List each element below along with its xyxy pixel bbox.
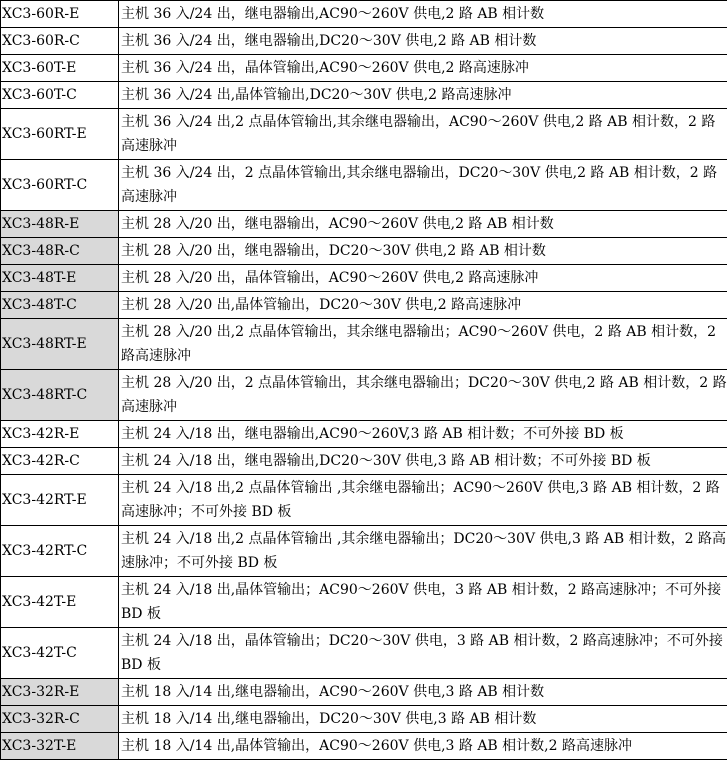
table-row	[1, 448, 727, 475]
model-cell: XC3-60R-C	[1, 28, 119, 55]
table-row	[1, 265, 727, 292]
description-cell: 主机 24 入/18 出,晶体管输出；AC90～260V 供电，3 路 AB 相计数，2 路高速脉冲；不可外接 BD 板	[119, 577, 727, 628]
table-row	[1, 1, 727, 28]
model-cell: XC3-60RT-C	[1, 160, 119, 211]
description-cell: 主机 36 入/24 出，2 点晶体管输出,其余继电器输出，DC20～30V 供电,2 路 AB 相计数，2 路高速脉冲	[119, 160, 727, 211]
table-row	[1, 109, 727, 160]
description-cell: 主机 24 入/18 出，继电器输出,DC20～30V 供电,3 路 AB 相计数；不可外接 BD 板	[119, 448, 727, 475]
table-row	[1, 733, 727, 760]
model-cell: XC3-32T-E	[1, 733, 119, 760]
description-cell: 主机 28 入/20 出，继电器输出，DC20～30V 供电,2 路 AB 相计数	[119, 238, 727, 265]
model-cell: XC3-42R-E	[1, 421, 119, 448]
description-cell: 主机 28 入/20 出，继电器输出，AC90～260V 供电,2 路 AB 相计数	[119, 211, 727, 238]
description-cell: 主机 24 入/18 出，晶体管输出；DC20～30V 供电，3 路 AB 相计数，2 路高速脉冲；不可外接 BD 板	[119, 628, 727, 679]
table-row	[1, 706, 727, 733]
description-cell: 主机 36 入/24 出，继电器输出,DC20～30V 供电,2 路 AB 相计数	[119, 28, 727, 55]
model-cell: XC3-42T-E	[1, 577, 119, 628]
table-row	[1, 28, 727, 55]
description-cell: 主机 28 入/20 出，2 点晶体管输出，其余继电器输出；DC20～30V 供电,2 路 AB 相计数，2 路高速脉冲	[119, 370, 727, 421]
description-cell: 主机 36 入/24 出，继电器输出,AC90～260V 供电,2 路 AB 相计数	[119, 1, 727, 28]
description-cell: 主机 36 入/24 出，晶体管输出,AC90～260V 供电,2 路高速脉冲	[119, 55, 727, 82]
table-row	[1, 475, 727, 526]
model-cell: XC3-42T-C	[1, 628, 119, 679]
table-row	[1, 628, 727, 679]
table-row	[1, 421, 727, 448]
model-cell: XC3-60T-E	[1, 55, 119, 82]
model-cell: XC3-42RT-C	[1, 526, 119, 577]
model-cell: XC3-48T-C	[1, 292, 119, 319]
description-cell: 主机 28 入/20 出,晶体管输出，DC20～30V 供电,2 路高速脉冲	[119, 292, 727, 319]
description-cell: 主机 36 入/24 出,晶体管输出,DC20～30V 供电,2 路高速脉冲	[119, 82, 727, 109]
model-cell: XC3-60R-E	[1, 1, 119, 28]
model-cell: XC3-42RT-E	[1, 475, 119, 526]
table-row	[1, 238, 727, 265]
description-cell: 主机 36 入/24 出,2 点晶体管输出,其余继电器输出，AC90～260V 供电,2 路 AB 相计数，2 路高速脉冲	[119, 109, 727, 160]
model-cell: XC3-60RT-E	[1, 109, 119, 160]
table-row	[1, 160, 727, 211]
model-cell: XC3-48RT-C	[1, 370, 119, 421]
model-cell: XC3-48RT-E	[1, 319, 119, 370]
description-cell: 主机 28 入/20 出,2 点晶体管输出，其余继电器输出；AC90～260V 供电，2 路 AB 相计数，2 路高速脉冲	[119, 319, 727, 370]
table-row	[1, 319, 727, 370]
table-row	[1, 211, 727, 238]
description-cell: 主机 24 入/18 出,2 点晶体管输出 ,其余继电器输出；DC20～30V 供电,3 路 AB 相计数，2 路高速脉冲；不可外接 BD 板	[119, 526, 727, 577]
model-cell: XC3-48T-E	[1, 265, 119, 292]
model-cell: XC3-60T-C	[1, 82, 119, 109]
table-row	[1, 82, 727, 109]
table-row	[1, 55, 727, 82]
description-cell: 主机 18 入/14 出,继电器输出，AC90～260V 供电,3 路 AB 相计数	[119, 679, 727, 706]
table-row	[1, 370, 727, 421]
model-cell: XC3-48R-C	[1, 238, 119, 265]
table-row	[1, 577, 727, 628]
table-row	[1, 679, 727, 706]
model-cell: XC3-32R-C	[1, 706, 119, 733]
model-cell: XC3-48R-E	[1, 211, 119, 238]
table-row	[1, 292, 727, 319]
description-cell: 主机 24 入/18 出，继电器输出,AC90～260V,3 路 AB 相计数；不可外接 BD 板	[119, 421, 727, 448]
description-cell: 主机 24 入/18 出,2 点晶体管输出 ,其余继电器输出；AC90～260V 供电,3 路 AB 相计数，2 路高速脉冲；不可外接 BD 板	[119, 475, 727, 526]
description-cell: 主机 28 入/20 出，晶体管输出，AC90～260V 供电,2 路高速脉冲	[119, 265, 727, 292]
description-cell: 主机 18 入/14 出,继电器输出，DC20～30V 供电,3 路 AB 相计数	[119, 706, 727, 733]
model-cell: XC3-42R-C	[1, 448, 119, 475]
table-row	[1, 526, 727, 577]
description-cell: 主机 18 入/14 出,晶体管输出，AC90～260V 供电,3 路 AB 相计数,2 路高速脉冲	[119, 733, 727, 760]
model-cell: XC3-32R-E	[1, 679, 119, 706]
